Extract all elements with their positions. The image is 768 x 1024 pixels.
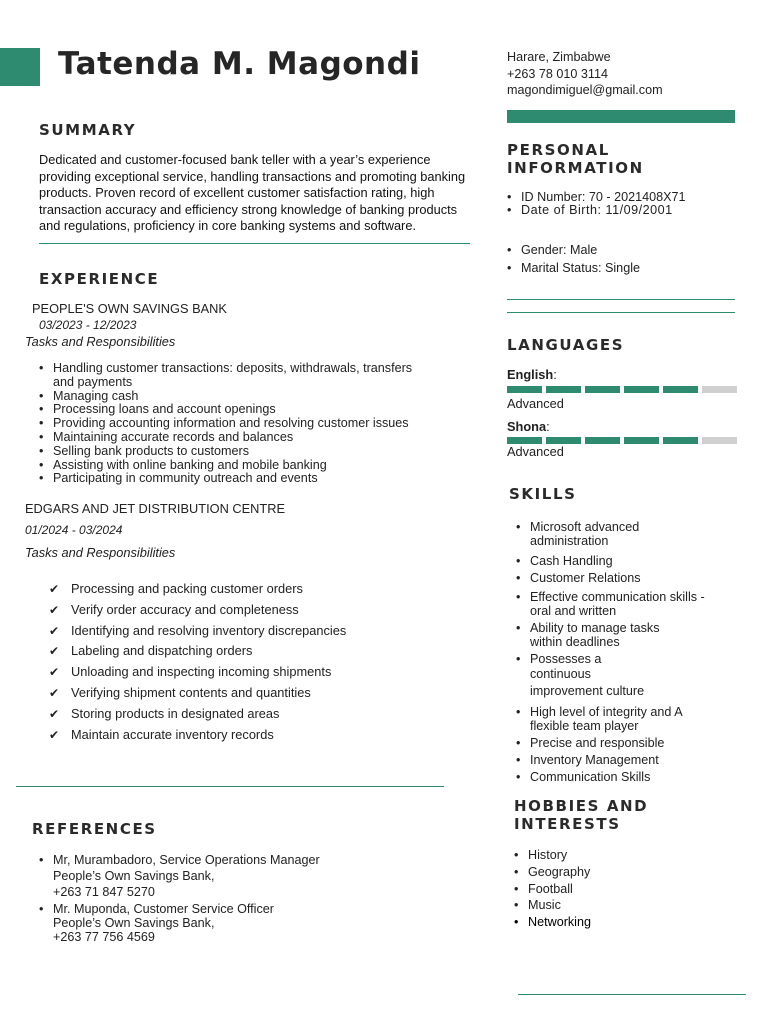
skill-item [516, 590, 705, 618]
list-item: • Managing cash [53, 390, 412, 404]
hobby-item: • Geography [528, 864, 591, 881]
job2-company: EDGARS AND JET DISTRIBUTION CENTRE [25, 501, 285, 516]
level-segment-empty [702, 386, 737, 393]
level-segment-filled [663, 386, 698, 393]
summary-line: and regulations, proficiency in core banking systems and software. [39, 218, 416, 234]
contact-email[interactable]: magondimiguel@gmail.com [507, 83, 663, 97]
skill-text: Precise and responsible [530, 736, 665, 750]
summary-line: providing exceptional service, handling transactions and promoting banking [39, 168, 466, 184]
bullet-icon: • [516, 590, 521, 604]
skill-text: continuous [530, 667, 591, 681]
skill-text: Inventory Management [530, 753, 659, 767]
id-number: • ID Number: 70 - 2021408X71 [521, 191, 686, 204]
skill-item [516, 554, 705, 568]
summary-line: Dedicated and customer-focused bank teller with a year’s experience [39, 152, 431, 167]
hobby-item: • History [528, 847, 591, 864]
job1-dates: 03/2023 - 12/2023 [39, 318, 137, 332]
bullet-icon: • [516, 520, 521, 534]
language-shona [507, 419, 550, 434]
contact-info [507, 49, 663, 99]
list-item: ✔ Unloading and inspecting incoming shipments [71, 662, 346, 683]
level-segment-filled [546, 437, 581, 444]
experience-heading: EXPERIENCE [39, 270, 160, 288]
job1-company: PEOPLE'S OWN SAVINGS BANK [32, 301, 227, 316]
marital-status: • Marital Status: Single [521, 260, 640, 278]
shona-level: Advanced [507, 444, 564, 459]
job2-task-list [49, 579, 347, 745]
personal-details [521, 191, 686, 217]
reference-name: • Mr. Muponda, Customer Service Officer [53, 902, 320, 916]
check-icon: ✔ [49, 685, 60, 700]
references-list [53, 852, 320, 944]
bullet-icon: • [516, 652, 521, 666]
level-segment-filled [585, 386, 620, 393]
gender: • Gender: Male [521, 242, 640, 260]
list-item: ✔ Labeling and dispatching orders [71, 641, 346, 662]
hobbies-heading [514, 798, 648, 833]
check-icon: ✔ [49, 602, 60, 617]
english-level: Advanced [507, 396, 564, 411]
language-colon: : [553, 367, 557, 382]
accent-block [0, 48, 40, 86]
check-icon: ✔ [49, 623, 60, 638]
check-icon: ✔ [49, 706, 60, 721]
hobbies-heading-line1: HOBBIES AND [514, 797, 649, 815]
summary-line: products. Proven record of excellent customer satisfaction rating, high [39, 185, 435, 201]
skills-list [516, 517, 705, 784]
bullet-icon: • [516, 554, 521, 568]
personal-heading-line2: INFORMATION [507, 159, 644, 177]
language-english [507, 367, 557, 382]
skill-text: within deadlines [530, 635, 620, 649]
candidate-name: Tatenda M. Magondi [58, 46, 421, 82]
skill-text: Microsoft advanced [530, 520, 640, 534]
level-segment-filled [663, 437, 698, 444]
skill-item [516, 621, 705, 649]
level-segment-filled [546, 386, 581, 393]
skill-item [516, 736, 705, 750]
bullet-icon: • [516, 753, 521, 767]
english-level-bar [507, 386, 737, 393]
list-item: ✔ Identifying and resolving inventory discrepancies [71, 621, 346, 642]
skill-text: Communication Skills [530, 770, 651, 784]
list-item: ✔ Verifying shipment contents and quantities [71, 683, 346, 704]
skill-item [516, 770, 705, 784]
reference-company: People’s Own Savings Bank, [53, 916, 215, 930]
skill-text: High level of integrity and A [530, 705, 683, 719]
list-item-continuation: and payments [53, 374, 133, 389]
contact-phone: +263 78 010 3114 [507, 66, 608, 81]
check-icon: ✔ [49, 665, 60, 680]
skill-text: Cash Handling [530, 554, 613, 568]
summary-divider [39, 243, 470, 244]
skill-text: flexible team player [530, 719, 639, 733]
sidebar-accent-bar [507, 110, 735, 123]
level-segment-filled [624, 437, 659, 444]
level-segment-filled [624, 386, 659, 393]
skill-item [516, 753, 705, 767]
bullet-icon: • [516, 705, 521, 719]
list-item: ✔ Processing and packing customer orders [71, 579, 346, 600]
list-item: ✔ Storing products in designated areas [71, 704, 346, 725]
hobbies-heading-line2: INTERESTS [514, 814, 621, 833]
bullet-icon: • [516, 571, 521, 585]
language-name: English [507, 367, 554, 382]
hobbies-list [528, 847, 591, 931]
skills-heading: SKILLS [509, 485, 577, 503]
skill-item [516, 520, 705, 548]
contact-location: Harare, Zimbabwe [507, 50, 611, 64]
list-item: ✔ Verify order accuracy and completeness [71, 600, 346, 621]
skill-text: oral and written [530, 604, 617, 618]
skill-item [516, 705, 705, 733]
job2-dates: 01/2024 - 03/2024 [25, 523, 123, 537]
list-item: • Assisting with online banking and mobile banking [53, 459, 412, 473]
summary-heading: SUMMARY [39, 121, 137, 139]
reference-company: People’s Own Savings Bank, [53, 869, 215, 883]
experience-divider [16, 786, 444, 787]
references-heading: REFERENCES [32, 820, 157, 838]
list-item: • Maintaining accurate records and balances [53, 431, 412, 445]
skill-item [516, 571, 705, 585]
bullet-icon: • [516, 621, 521, 635]
personal-divider-1 [507, 299, 735, 300]
language-colon: : [546, 419, 550, 434]
personal-details-2 [521, 242, 640, 277]
hobby-item: • Networking [528, 914, 591, 931]
reference-name: • Mr, Murambadoro, Service Operations Manager [53, 852, 320, 868]
skill-text: Ability to manage tasks [530, 621, 660, 635]
languages-heading: LANGUAGES [507, 336, 625, 354]
skill-text: improvement culture [530, 684, 645, 698]
level-segment-filled [585, 437, 620, 444]
job1-subheading: Tasks and Responsibilities [25, 334, 176, 349]
skill-text: Customer Relations [530, 571, 641, 585]
level-segment-empty [702, 437, 737, 444]
reference-phone: +263 71 847 5270 [53, 885, 155, 899]
check-icon: ✔ [49, 644, 60, 659]
level-segment-filled [507, 386, 542, 393]
hobby-item: • Football [528, 881, 591, 898]
check-icon: ✔ [49, 582, 60, 596]
reference-phone: +263 77 756 4569 [53, 930, 155, 944]
level-segment-filled [507, 437, 542, 444]
skill-text: Effective communication skills - [530, 590, 705, 604]
list-item: • Handling customer transactions: deposits, withdrawals, transfers [53, 362, 412, 376]
list-item: • Participating in community outreach and events [53, 472, 412, 486]
list-item: • Processing loans and account openings [53, 403, 412, 417]
bullet-icon: • [516, 736, 521, 750]
personal-divider-2 [507, 312, 735, 313]
footer-divider [518, 994, 746, 995]
date-of-birth: • Date of Birth: 11/09/2001 [521, 204, 686, 217]
summary-text [39, 152, 479, 235]
list-item: • Providing accounting information and resolving customer issues [53, 417, 412, 431]
personal-heading-line1: PERSONAL [507, 141, 610, 159]
personal-heading [507, 141, 644, 177]
skill-text: administration [530, 534, 609, 548]
bullet-icon: • [516, 770, 521, 784]
summary-line: transaction accuracy and efficiency strong knowledge of banking products [39, 201, 458, 217]
list-item: • Selling bank products to customers [53, 445, 412, 459]
language-name: Shona [507, 419, 547, 434]
hobby-item: • Music [528, 897, 591, 914]
check-icon: ✔ [49, 727, 60, 742]
skill-text: Possesses a [530, 652, 602, 666]
list-item: ✔ Maintain accurate inventory records [71, 725, 346, 746]
skill-item [516, 652, 705, 700]
shona-level-bar [507, 437, 737, 444]
job2-subheading: Tasks and Responsibilities [25, 545, 176, 560]
job1-task-list [53, 362, 412, 486]
